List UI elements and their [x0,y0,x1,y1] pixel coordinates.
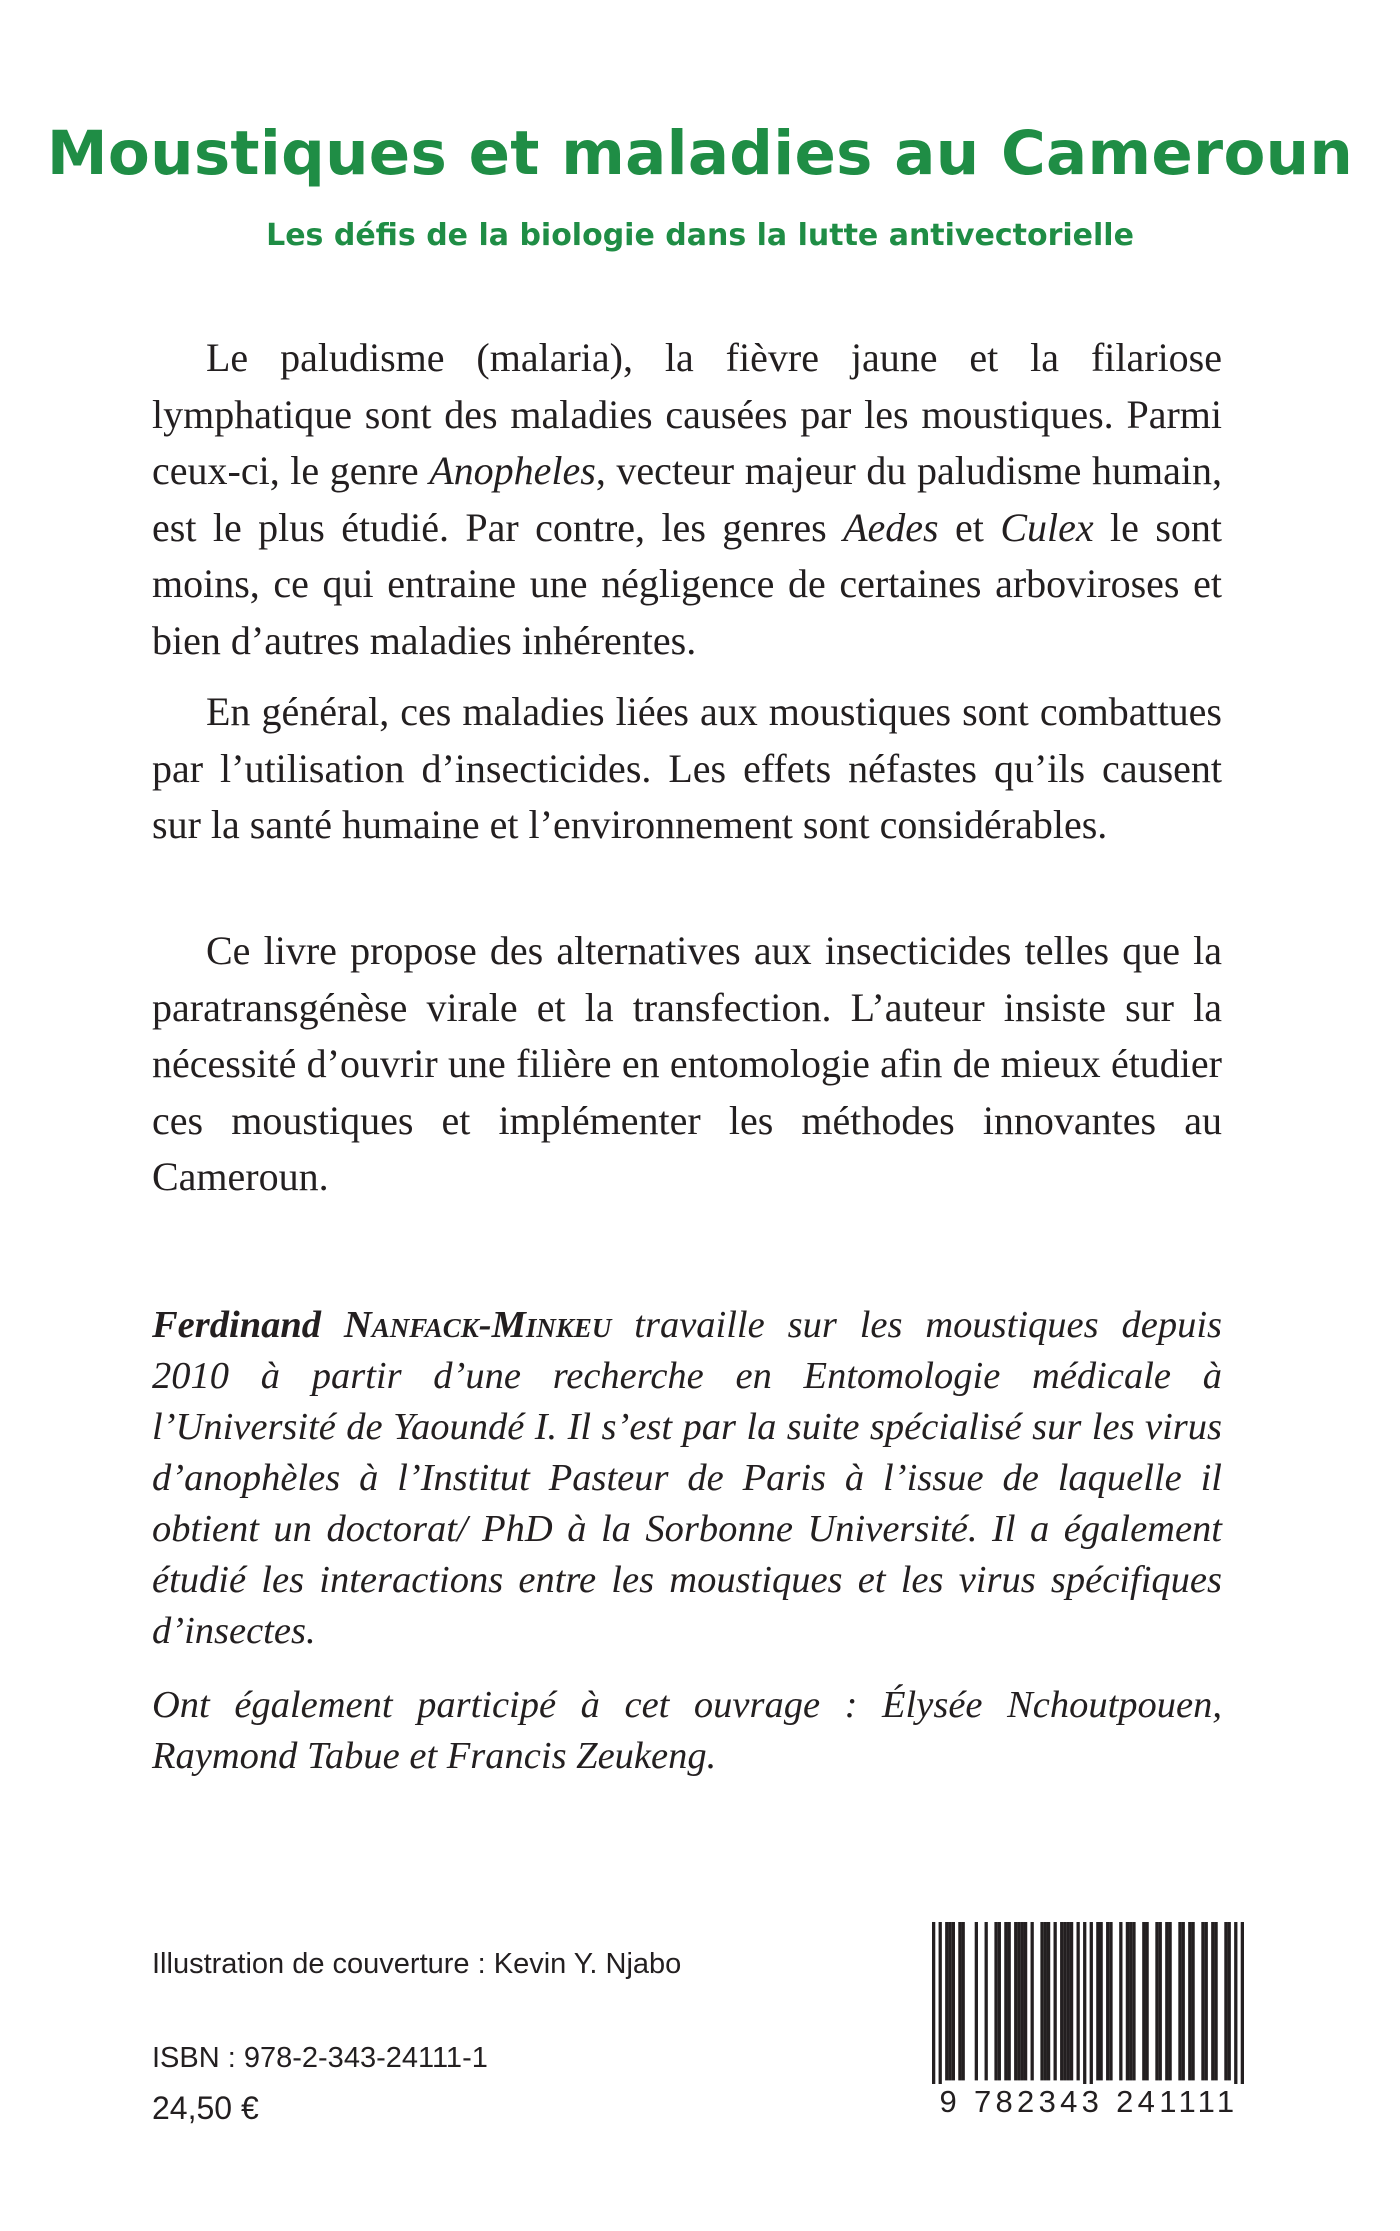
book-title: Moustiques et maladies au Cameroun [46,118,1354,189]
barcode-bar [952,1922,955,2080]
barcode-bar [1060,1922,1063,2080]
price: 24,50 € [152,2090,259,2126]
barcode-bar [1014,1922,1017,2080]
barcode-bar [1106,1922,1109,2080]
barcode-bar [1201,1922,1204,2080]
illustration-credit: Illustration de couverture : Kevin Y. Njabo [152,1948,682,1980]
barcode-bar [1228,1922,1231,2080]
barcode-bar [998,1922,1001,2080]
genus-name: Culex [1000,504,1094,550]
barcode-bar [1145,1922,1148,2080]
barcode-bar [1159,1922,1162,2080]
barcode-bar [939,1922,942,2098]
blurb-text: et [938,504,1001,550]
barcode-bar [975,1922,978,2080]
barcode-bar [1241,1922,1244,2098]
barcode-bar [962,1922,965,2080]
author-biography [152,1300,1222,1657]
barcode-bar [1063,1922,1066,2080]
barcode-bar [948,1922,951,2080]
barcode-bar [1099,1922,1102,2080]
barcode-bar [1044,1922,1047,2080]
barcode-bar [958,1922,961,2080]
blurb-paragraph-3: Ce livre propose des alternatives aux insecticides telles que la paratransgénèse virale et la transfection. L’auteur insiste sur la nécessité d’ouvrir une filière en entomologie afin de mieux étudier ces moustiques et implémenter les méthodes innovantes au Cameroun. [152,928,1222,1199]
barcode-bar [1054,1922,1057,2080]
barcode-bar [1067,1922,1070,2080]
barcode-bar [932,1922,935,2098]
barcode-bar [1178,1922,1181,2080]
barcode-bar [1168,1922,1171,2080]
barcode-bar [1040,1922,1043,2080]
barcode-bar [1142,1922,1145,2080]
barcode-bar [985,1922,988,2080]
barcode-bar [1191,1922,1194,2080]
barcode-bar [1155,1922,1158,2080]
barcode-bar [1109,1922,1112,2080]
barcode-bar [1129,1922,1132,2080]
barcode-bar [1070,1922,1073,2080]
barcode-bar [1224,1922,1227,2080]
contributors-note: Ont également participé à cet ouvrage : Élysée Nchoutpouen, Raymond Tabue et Francis Zeukeng. [152,1684,1222,1777]
barcode-bar [1205,1922,1208,2080]
barcode-bar [994,1922,997,2080]
blurb-text: Le paludisme (malaria), la fièvre jaune et la filariose lymphatique sont des maladies causées par les moustiques. Parmi ceux-ci, le genre [152,335,1222,493]
genus-name: Anopheles [429,448,596,493]
barcode-bar [1182,1922,1185,2080]
author-bio-text: travaille sur les moustiques depuis 2010 à partir d’une recherche en Entomologie médicale à l’Université de Yaoundé I. Il s’est par la suite spécialisé sur les virus d’anophèles à l’Institut Pasteur de Paris à l’issue de laquelle il obtient un doctorat/ PhD à la Sorbonne Université. Il a également étudié les interactions entre les moustiques et les virus spécifiques d’insectes. [152,1304,1222,1652]
barcode-bar [1083,1922,1086,2098]
isbn: ISBN : 978-2-343-24111-1 [152,2042,488,2074]
barcode-bar [1119,1922,1122,2080]
blurb-paragraph-2: En général, ces maladies liées aux moustiques sont combattues par l’utilisation d’insecticides. Les effets néfastes qu’ils causent sur la santé humaine et l’environnement sont considérables. [152,689,1222,847]
barcode-bar [1031,1922,1034,2080]
barcode-bar [945,1922,948,2080]
barcode-bar [1024,1922,1027,2080]
barcode-bar [1077,1922,1080,2080]
barcode-bar [1090,1922,1093,2098]
barcode-bar [1047,1922,1050,2080]
barcode-icon [932,1922,1244,2098]
barcode-bar [1021,1922,1024,2080]
blurb-text: le sont moins, ce qui entraine une négligence de certaines arboviroses et bien d’autres maladies inhérentes. [152,504,1223,663]
barcode-bar [1188,1922,1191,2080]
blurb-text: , vecteur majeur du paludisme humain, est le plus étudié. Par contre, les genres [152,448,1222,550]
book-subtitle: Les défis de la biologie dans la lutte antivectorielle [266,218,1134,253]
author-surname: Nanfack-Minkeu [343,1304,612,1346]
author-first-name: Ferdinand [152,1304,322,1346]
barcode-bar [1132,1922,1135,2080]
barcode-bar [1008,1922,1011,2080]
barcode-digits: 9 782343 241111 [924,2084,1254,2120]
barcode-bar [1096,1922,1099,2080]
barcode-bar [1126,1922,1129,2080]
barcode-bar [1004,1922,1007,2080]
barcode-bar [1214,1922,1217,2080]
blurb-paragraph-1 [152,330,1222,669]
barcode-bar [1165,1922,1168,2080]
barcode-bar [1211,1922,1214,2080]
genus-name: Aedes [843,504,939,550]
barcode-bar [1234,1922,1237,2098]
barcode-bar [1017,1922,1020,2080]
